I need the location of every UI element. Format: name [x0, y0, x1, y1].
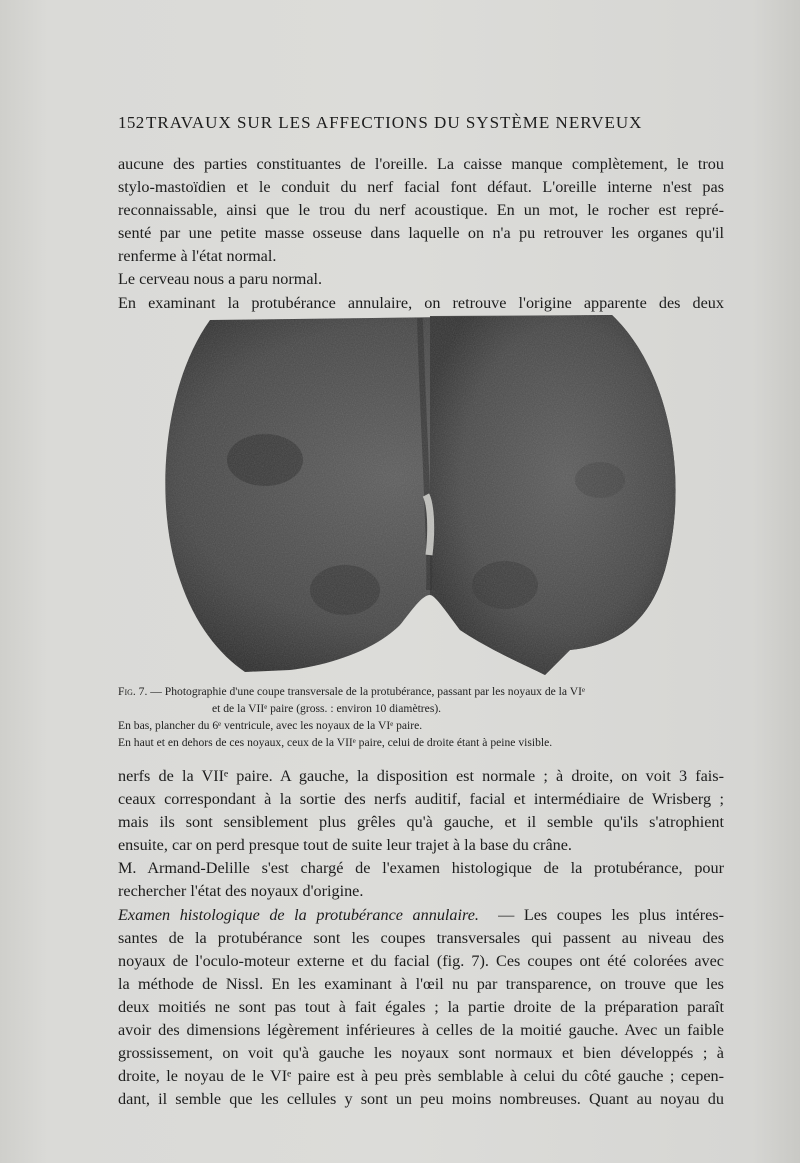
text-line: droite, le noyau de le VIᵉ paire est à peu près semblable à celui du côté gauche ; cepen- — [118, 1067, 724, 1086]
text-line: grossissement, on voit qu'à gauche les noyaux sont normaux et bien développés ; à — [118, 1044, 724, 1063]
running-title: TRAVAUX SUR LES AFFECTIONS DU SYSTÈME NERVEUX — [146, 113, 643, 132]
text-line: renferme à l'état normal. — [118, 247, 277, 266]
text-line: deux moitiés ne sont pas tout à fait égales ; la partie droite de la préparation paraît — [118, 997, 724, 1016]
figure-7-photograph — [150, 310, 684, 682]
caption-line-1: — Photographie d'une coupe transversale de la protubérance, passant par les noyaux de la VIᵉ — [150, 685, 585, 698]
figure-label: Fig. 7. — [118, 685, 148, 698]
text-line: ceaux correspondant à la sortie des nerfs auditif, facial et intermédiaire de Wrisberg ; — [118, 790, 724, 809]
caption-line-3: En bas, plancher du 6ᵉ ventricule, avec les noyaux de la VIᵉ paire. — [118, 719, 423, 732]
text-line: ensuite, car on perd presque tout de suite leur trajet à la base du crâne. — [118, 836, 572, 855]
text-line: mais ils sont sensiblement plus grêles qu'à gauche, et il semble qu'ils s'atrophient — [118, 813, 724, 832]
text-line: la méthode de Nissl. En les examinant à l'œil nu par transparence, on trouve que les — [118, 974, 724, 993]
text-line: senté par une petite masse osseuse dans laquelle on n'a pu retrouver les organes qu'il — [118, 224, 724, 243]
text-line: M. Armand-Delille s'est chargé de l'examen histologique de la protubérance, pour — [118, 859, 724, 878]
text-line: aucune des parties constituantes de l'oreille. La caisse manque complètement, le trou — [118, 155, 724, 173]
text-line: noyaux de l'oculo-moteur externe et du facial (fig. 7). Ces coupes ont été colorées avec — [118, 951, 724, 970]
caption-line-4: En haut et en dehors de ces noyaux, ceux de la VIIᵉ paire, celui de droite étant à peine visible. — [118, 736, 553, 749]
body-text-bottom — [118, 765, 724, 1111]
text-line: avoir des dimensions légèrement inférieures à celles de la moitié gauche. Avec un faible — [118, 1021, 724, 1040]
text-line: Examen histologique de la protubérance annulaire. — Les coupes les plus intéres- — [118, 905, 724, 924]
pons-section-image — [150, 310, 684, 682]
caption-line-2: et de la VIIᵉ paire (gross. : environ 10 diamètres). — [212, 702, 442, 715]
body-text-top — [118, 153, 724, 315]
text-line: Le cerveau nous a paru normal. — [118, 270, 323, 289]
text-line: rechercher l'état des noyaux d'origine. — [118, 882, 364, 901]
specimen-texture — [165, 315, 675, 675]
text-line: nerfs de la VIIᵉ paire. A gauche, la disposition est normale ; à droite, on voit 3 fais- — [118, 767, 724, 785]
italic-section-lead: Examen histologique de la protubérance annulaire. — [118, 905, 479, 924]
text-line: stylo-mastoïdien et le conduit du nerf facial font défaut. L'oreille interne n'est pas — [118, 178, 724, 197]
text-line: reconnaissable, ainsi que le trou du nerf acoustique. En un mot, le rocher est repré- — [118, 201, 724, 220]
text-line: santes de la protubérance sont les coupes transversales qui passent au niveau des — [118, 928, 724, 947]
text-line: En examinant la protubérance annulaire, on retrouve l'origine apparente des deux — [118, 293, 724, 312]
figure-caption — [112, 683, 712, 751]
page-number: 152 — [118, 113, 145, 132]
text-line: dant, il semble que les cellules y sont un peu moins nombreuses. Quant au noyau du — [118, 1090, 724, 1109]
